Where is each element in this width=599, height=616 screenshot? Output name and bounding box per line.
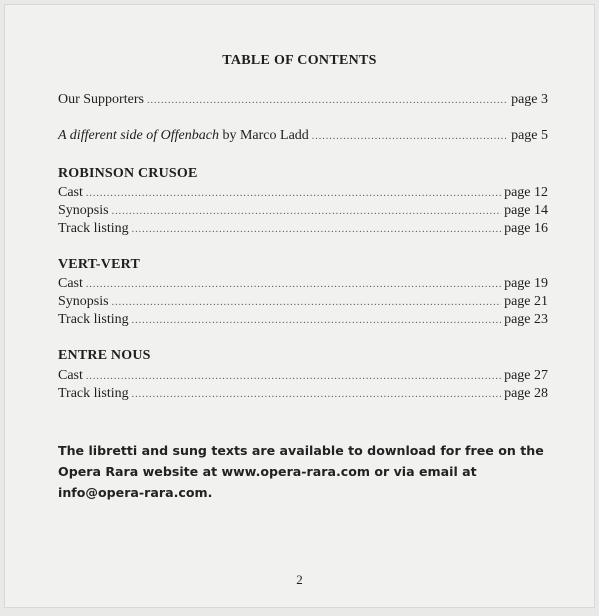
download-note: The libretti and sung texts are available to download for free on the Opera Rara website at www.opera-rara.com or via email at info@opera-rara.com. (58, 443, 544, 500)
toc-entry-page: page 12 (504, 185, 548, 200)
toc-entry-page: page 16 (504, 221, 548, 236)
toc-entry (58, 311, 548, 330)
page-title: TABLE OF CONTENTS (222, 53, 377, 68)
dot-leader (132, 386, 501, 404)
dot-leader (112, 203, 501, 221)
toc-entry-label: Track listing (58, 312, 129, 327)
toc-entry-label: Synopsis (58, 203, 109, 218)
toc-entry-label (58, 127, 309, 145)
document-page (4, 4, 595, 608)
page-number: 2 (296, 572, 303, 587)
toc-entry-label: Track listing (58, 386, 129, 401)
toc-entry (58, 367, 548, 386)
toc-entry-label: Synopsis (58, 294, 109, 309)
toc-entry-label: Cast (58, 368, 83, 383)
toc-entry-page: page 28 (504, 386, 548, 401)
toc-entry (58, 202, 548, 221)
toc-entry (58, 293, 548, 312)
dot-leader (86, 185, 501, 203)
toc-entry-page: page 19 (504, 276, 548, 291)
dot-leader (132, 312, 501, 330)
section-heading-robinson-crusoe: ROBINSON CRUSOE (58, 166, 198, 181)
dot-leader (312, 128, 508, 146)
toc-entry-label: Cast (58, 276, 83, 291)
toc-entry-label: Cast (58, 185, 83, 200)
toc-entry-page: page 23 (504, 312, 548, 327)
toc-entry-page: page 5 (511, 128, 548, 143)
essay-title: A different side of Offenbach (58, 128, 219, 143)
toc-entry-page: page 27 (504, 368, 548, 383)
toc-entry (58, 275, 548, 294)
toc-entry-essay (58, 127, 548, 146)
dot-leader (132, 221, 501, 239)
toc-entry (58, 184, 548, 203)
toc-entry-page: page 3 (511, 92, 548, 107)
dot-leader (112, 294, 501, 312)
toc-entry-our-supporters (58, 91, 548, 110)
toc-entry-page: page 21 (504, 294, 548, 309)
dot-leader (86, 276, 501, 294)
toc-entry-label: Our Supporters (58, 92, 144, 107)
essay-author: by Marco Ladd (218, 128, 309, 143)
dot-leader (86, 368, 501, 386)
toc-entry (58, 385, 548, 404)
section-heading-entre-nous: ENTRE NOUS (58, 348, 151, 363)
toc-entry-label: Track listing (58, 221, 129, 236)
toc-entry (58, 220, 548, 239)
section-heading-vert-vert: VERT-VERT (58, 257, 140, 272)
dot-leader (147, 92, 508, 110)
toc-entry-page: page 14 (504, 203, 548, 218)
